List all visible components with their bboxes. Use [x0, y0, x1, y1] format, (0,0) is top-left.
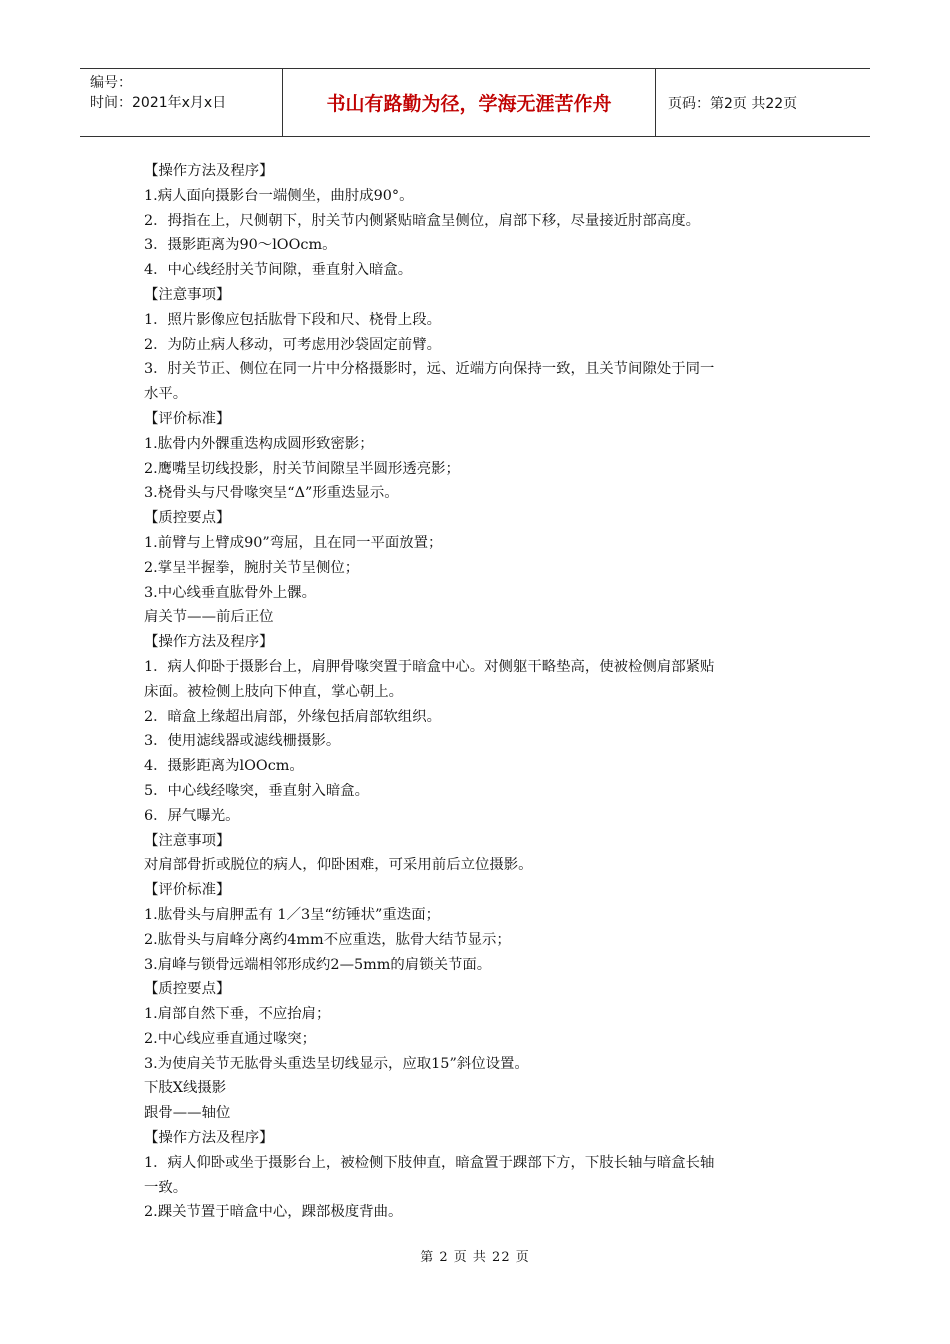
text-line: 1．照片影像应包括肱骨下段和尺、桡骨上段。	[144, 311, 441, 328]
text-line: 肩关节——前后正位	[144, 609, 274, 626]
page-footer: 第 2 页 共 22 页	[420, 1250, 530, 1265]
text-line: 【操作方法及程序】	[144, 634, 274, 651]
text-line: 一致。	[144, 1179, 188, 1196]
text-line: 1.肩部自然下垂，不应抬肩；	[144, 1006, 331, 1023]
text-line: 2.掌呈半握拳，腕肘关节呈侧位；	[144, 559, 360, 576]
text-line: 【质控要点】	[144, 981, 231, 998]
text-line: 4．摄影距离为lOOcm。	[144, 758, 304, 775]
page-header	[80, 68, 870, 137]
text-line: 1.肱骨头与肩胛盂有 1／3呈“纺锤状”重迭面；	[144, 906, 440, 923]
text-line: 【注意事项】	[144, 286, 231, 303]
text-line: 跟骨——轴位	[144, 1105, 231, 1122]
text-line: 1．病人仰卧于摄影台上，肩胛骨喙突置于暗盒中心。对侧躯干略垫高，使被检侧肩部紧贴	[144, 658, 715, 675]
text-line: 3．摄影距离为90～lOOcm。	[144, 237, 337, 254]
document-body	[144, 159, 809, 1225]
header-motto: 书山有路勤为径，学海无涯苦作舟	[326, 93, 612, 115]
text-line: 【操作方法及程序】	[144, 1130, 274, 1147]
text-line: 3.肩峰与锁骨远端相邻形成约2—5mm的肩锁关节面。	[144, 956, 492, 973]
text-line: 3.为使肩关节无肱骨头重迭呈切线显示，应取15”斜位设置。	[144, 1055, 529, 1072]
text-line: 【注意事项】	[144, 832, 231, 849]
header-motto-cell	[282, 69, 656, 136]
text-line: 6．屏气曝光。	[144, 807, 240, 824]
text-line: 【评价标准】	[144, 410, 231, 427]
document-number-label: 编号：	[90, 75, 132, 91]
text-line: 床面。被检侧上肢向下伸直，掌心朝上。	[144, 683, 404, 700]
text-line: 2.肱骨头与肩峰分离约4mm不应重迭，肱骨大结节显示；	[144, 931, 511, 948]
text-line: 3．肘关节正、侧位在同一片中分格摄影时，远、近端方向保持一致，且关节间隙处于同一	[144, 361, 715, 378]
text-line: 2.中心线应垂直通过喙突；	[144, 1030, 317, 1047]
document-date: 时间：2021年x月x日	[90, 95, 227, 111]
text-line: 水平。	[144, 386, 188, 403]
text-line: 下肢X线摄影	[144, 1080, 227, 1097]
text-line: 3．使用滤线器或滤线栅摄影。	[144, 733, 341, 750]
text-line: 1.病人面向摄影台一端侧坐，曲肘成90°。	[144, 187, 414, 204]
text-line: 2．暗盒上缘超出肩部，外缘包括肩部软组织。	[144, 708, 441, 725]
text-line: 2．拇指在上，尺侧朝下，肘关节内侧紧贴暗盒呈侧位，肩部下移，尽量接近肘部高度。	[144, 212, 701, 229]
text-line: 3.中心线垂直肱骨外上髁。	[144, 584, 317, 601]
text-line: 2．为防止病人移动，可考虑用沙袋固定前臂。	[144, 336, 441, 353]
text-line: 【操作方法及程序】	[144, 163, 274, 179]
text-line: 【质控要点】	[144, 510, 231, 527]
text-line: 4．中心线经肘关节间隙，垂直射入暗盒。	[144, 262, 413, 279]
text-line: 1．病人仰卧或坐于摄影台上，被检侧下肢伸直，暗盒置于踝部下方，下肢长轴与暗盒长轴	[144, 1154, 715, 1171]
text-line: 2.鹰嘴呈切线投影，肘关节间隙呈半圆形透亮影；	[144, 460, 460, 477]
text-line: 2.踝关节置于暗盒中心，踝部极度背曲。	[144, 1204, 403, 1221]
text-line: 5．中心线经喙突，垂直射入暗盒。	[144, 782, 370, 799]
text-line: 1.肱骨内外髁重迭构成圆形致密影；	[144, 435, 374, 452]
header-meta	[80, 69, 282, 136]
text-line: 对肩部骨折或脱位的病人，仰卧困难，可采用前后立位摄影。	[144, 857, 533, 874]
header-page-info: 页码：第2页 共22页	[668, 95, 798, 112]
text-line: 【评价标准】	[144, 882, 231, 899]
text-line: 1.前臂与上臂成90”弯屈，且在同一平面放置；	[144, 534, 443, 551]
text-line: 3.桡骨头与尺骨喙突呈“Δ”形重迭显示。	[144, 485, 399, 502]
